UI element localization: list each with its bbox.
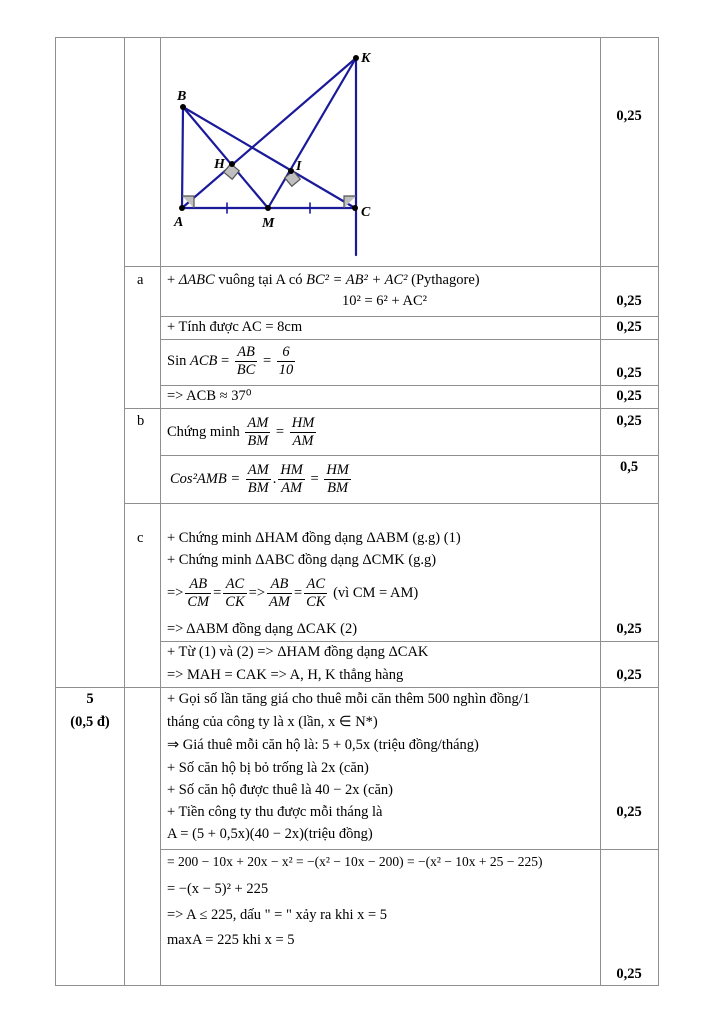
point-m [265,205,271,211]
text-line: + Chứng minh ΔHAM đồng dạng ΔABM (g.g) (1) [167,530,461,546]
text-line: maxA = 225 khi x = 5 [167,932,295,948]
row-divider [124,408,659,409]
text-line: ⇒ Giá thuê mỗi căn hộ là: 5 + 0,5x (triệu đồng/tháng) [167,737,479,753]
table-col-divider-1 [124,37,125,986]
row-divider [160,316,659,317]
point-h [229,161,235,167]
text-line: + Số căn hộ được thuê là 40 − 2x (căn) [167,782,393,798]
text-line: + Gọi số lần tăng giá cho thuê mỗi căn thêm 500 nghìn đồng/1 [167,691,530,707]
text-line: A = (5 + 0,5x)(40 − 2x)(triệu đồng) [167,826,373,842]
table-border-bottom [55,985,659,986]
segment-bc [183,107,355,208]
segment-ak [182,58,356,208]
score: 0,25 [616,413,642,429]
table-col-divider-3 [600,37,601,986]
label-a: A [174,215,184,230]
segment-mk [268,58,356,208]
text-line: + Tiền công ty thu được mỗi tháng là [167,804,383,820]
text-line: + Từ (1) và (2) => ΔHAM đồng dạng ΔCAK [167,644,429,660]
point-a [179,205,185,211]
point-k [353,55,359,61]
text-line: + Chứng minh ΔABC đồng dạng ΔCMK (g.g) [167,552,437,568]
point-c [352,205,358,211]
ratio-chain: => $\frac{AB}{CM}$ = $\frac{AC}{CK}$ => $\frac{AB}{AM}$ = $\frac{AC}{CK}$ (vì CM = AM) [167,576,419,611]
table-border-right [658,37,659,986]
part-label-b: b [137,413,145,429]
text-line: + Số căn hộ bị bỏ trống là 2x (căn) [167,760,369,776]
score: 0,5 [619,459,639,475]
score: 0,25 [616,365,642,381]
segment-ab [182,107,183,208]
text-line: tháng của công ty là x (lần, x ∈ N*) [167,714,378,730]
text-line: => ACB ≈ 37⁰ [167,388,252,404]
label-k: K [361,51,371,66]
proof-ratio: Chứng minh $\frac{AM}{BM}$ = $\frac{HM}{AM}$ [167,415,315,450]
text-line: => A ≤ 225, dấu " = " xảy ra khi x = 5 [167,907,388,923]
label-b: B [177,89,187,104]
row-divider [160,339,659,340]
score: 0,25 [616,804,642,820]
label-h: H [214,157,225,172]
point-b [180,104,186,110]
row-divider [124,503,659,504]
text-line: => MAH = CAK => A, H, K thẳng hàng [167,667,404,683]
score: 0,25 [616,667,642,683]
text-line: + Tính được AC = 8cm [167,319,303,335]
point-i [288,168,294,174]
geometry-figure [160,40,600,265]
question-points: (0,5 đ) [70,714,110,730]
table-border-top [55,37,659,38]
label-c: C [361,205,371,220]
label-i: I [296,159,302,174]
score: 0,25 [616,293,642,309]
row-divider [160,455,659,456]
part-label-c: c [137,530,144,546]
table-border-left [55,37,56,986]
score: 0,25 [616,966,642,982]
row-divider [160,849,659,850]
score: 0,25 [616,621,642,637]
row-divider [124,266,659,267]
row-divider [55,687,659,688]
row-divider [160,385,659,386]
score: 0,25 [616,108,642,124]
triangle-abc: ΔABC [178,272,215,288]
cos-formula: Cos²AMB = $\frac{AM}{BM}$ . $\frac{HM}{AM}$ = $\frac{HM}{BM}$ [170,462,349,497]
segment-bm [183,107,268,208]
text-line: = 200 − 10x + 20x − x² = −(x² − 10x − 200) = −(x² − 10x + 25 − 225) [167,854,543,869]
equation: 10² = 6² + AC² [342,293,427,309]
text-line: + ΔABC vuông tại A có BC² = AB² + AC² (Pythagore) [167,272,480,288]
text-line: = −(x − 5)² + 225 [167,881,269,897]
score: 0,25 [616,319,642,335]
pythagore-formula: BC² = AB² + AC² [306,272,408,288]
part-label-a: a [137,272,144,288]
question-number: 5 [86,691,94,707]
sin-formula: Sin ACB = $\frac{AB}{BC}$ = $\frac{6}{10}$ [167,344,294,379]
row-divider [160,641,659,642]
label-m: M [262,216,275,231]
score: 0,25 [616,388,642,404]
text-line: => ΔABM đồng dạng ΔCAK (2) [167,621,358,637]
